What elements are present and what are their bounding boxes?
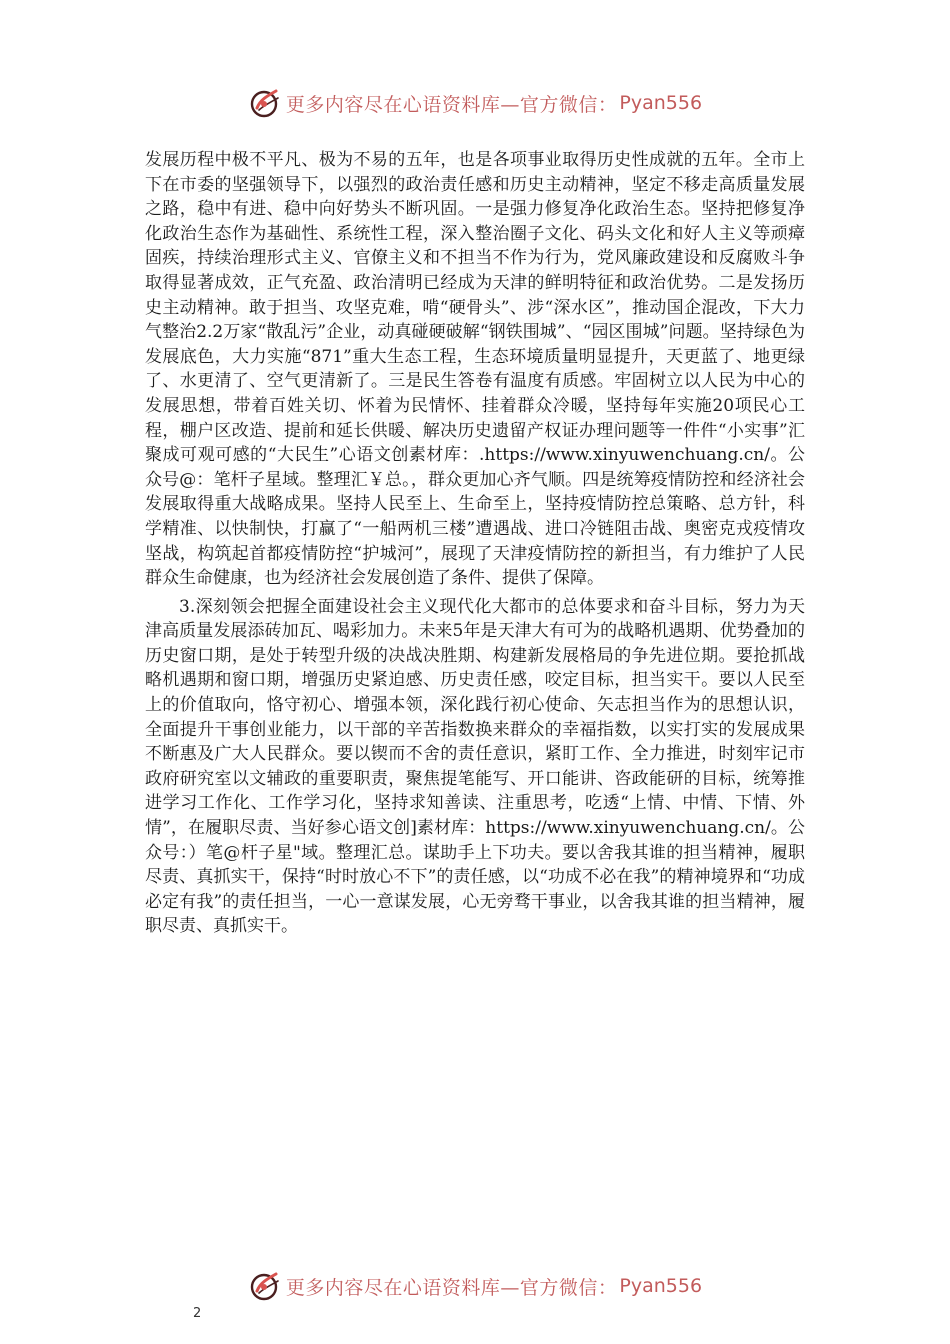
header-wechat-handle: Pyan556 <box>619 92 703 114</box>
header-banner <box>0 83 950 123</box>
pen-logo-icon <box>248 86 282 120</box>
header-banner-text: 更多内容尽在心语资料库—官方微信： <box>285 93 618 116</box>
document-body <box>145 148 805 943</box>
page-number: 2 <box>193 1306 202 1321</box>
footer-banner-text: 更多内容尽在心语资料库—官方微信： <box>285 1276 618 1299</box>
footer-wechat-handle: Pyan556 <box>619 1275 703 1297</box>
pen-logo-icon <box>248 1269 282 1303</box>
body-paragraph-1: 发展历程中极不平凡、极为不易的五年，也是各项事业取得历史性成就的五年。全市上下在市委的坚强领导下，以强烈的政治责任感和历史主动精神，坚定不移走高质量发展之路，稳中有进、稳中向好势头不断巩固。一是强力修复净化政治生态。坚持把修复净化政治生态作为基础性、系统性工程，深入整治圈子文化、码头文化和好人主义等顽瘴固疾，持续治理形式主义、官僚主义和不担当不作为行为，党风廉政建设和反腐败斗争取得显著成效，正气充盈、政治清明已经成为天津的鲜明特征和政治优势。二是发扬历史主动精神。敢于担当、攻坚克难，啃“硬骨头”、涉“深水区”，推动国企混改，下大力气整治2.2万家“散乱污”企业，动真碰硬破解“钢铁围城”、“园区围城”问题。坚持绿色为发展底色，大力实施“871”重大生态工程，生态环境质量明显提升，天更蓝了、地更绿了、水更清了、空气更清新了。三是民生答卷有温度有质感。牢固树立以人民为中心的发展思想，带着百姓关切、怀着为民情怀、挂着群众冷暖，坚持每年实施20项民心工程，棚户区改造、提前和延长供暖、解决历史遗留产权证办理问题等一件件“小实事”汇聚成可观可感的“大民生”心语文创素材库：.https://www.xinyuwenchuang.cn/。公众号@：笔杆子星域。整理汇￥总。，群众更加心齐气顺。四是统筹疫情防控和经济社会发展取得重大战略成果。坚持人民至上、生命至上，坚持疫情防控总策略、总方针，科学精准、以快制快，打赢了“一船两机三楼”遭遇战、进口冷链阻击战、奥密克戎疫情攻坚战，构筑起首都疫情防控“护城河”，展现了天津疫情防控的新担当，有力维护了人民群众生命健康，也为经济社会发展创造了条件、提供了保障。 <box>145 150 805 589</box>
footer-banner <box>0 1266 950 1306</box>
body-paragraph-2: 3.深刻领会把握全面建设社会主义现代化大都市的总体要求和奋斗目标，努力为天津高质量发展添砖加瓦、喝彩加力。未来5年是天津大有可为的战略机遇期、优势叠加的历史窗口期，是处于转型升级的决战决胜期、构建新发展格局的争先进位期。要抢抓战略机遇期和窗口期，增强历史紧迫感、历史责任感，咬定目标，担当实干。要以人民至上的价值取向，恪守初心、增强本领，深化践行初心使命、矢志担当作为的思想认识，全面提升干事创业能力，以干部的辛苦指数换来群众的幸福指数，以实打实的发展成果不断惠及广大人民群众。要以锲而不舍的责任意识，紧盯工作、全力推进，时刻牢记市政府研究室以文辅政的重要职责，聚焦提笔能写、开口能讲、咨政能研的目标，统筹推进学习工作化、工作学习化，坚持求知善读、注重思考，吃透“上情、中情、下情、外情”，在履职尽责、当好参心语文创]素材库：https://www.xinyuwenchuang.cn/。公众号：）笔@杆子星"域。整理汇总。谋助手上下功夫。要以舍我其谁的担当精神，履职尽责、真抓实干，保持“时时放心不下”的责任感，以“功成不必在我”的精神境界和“功成必定有我”的责任担当，一心一意谋发展，心无旁骛干事业，以舍我其谁的担当精神，履职尽责、真抓实干。 <box>145 596 805 937</box>
